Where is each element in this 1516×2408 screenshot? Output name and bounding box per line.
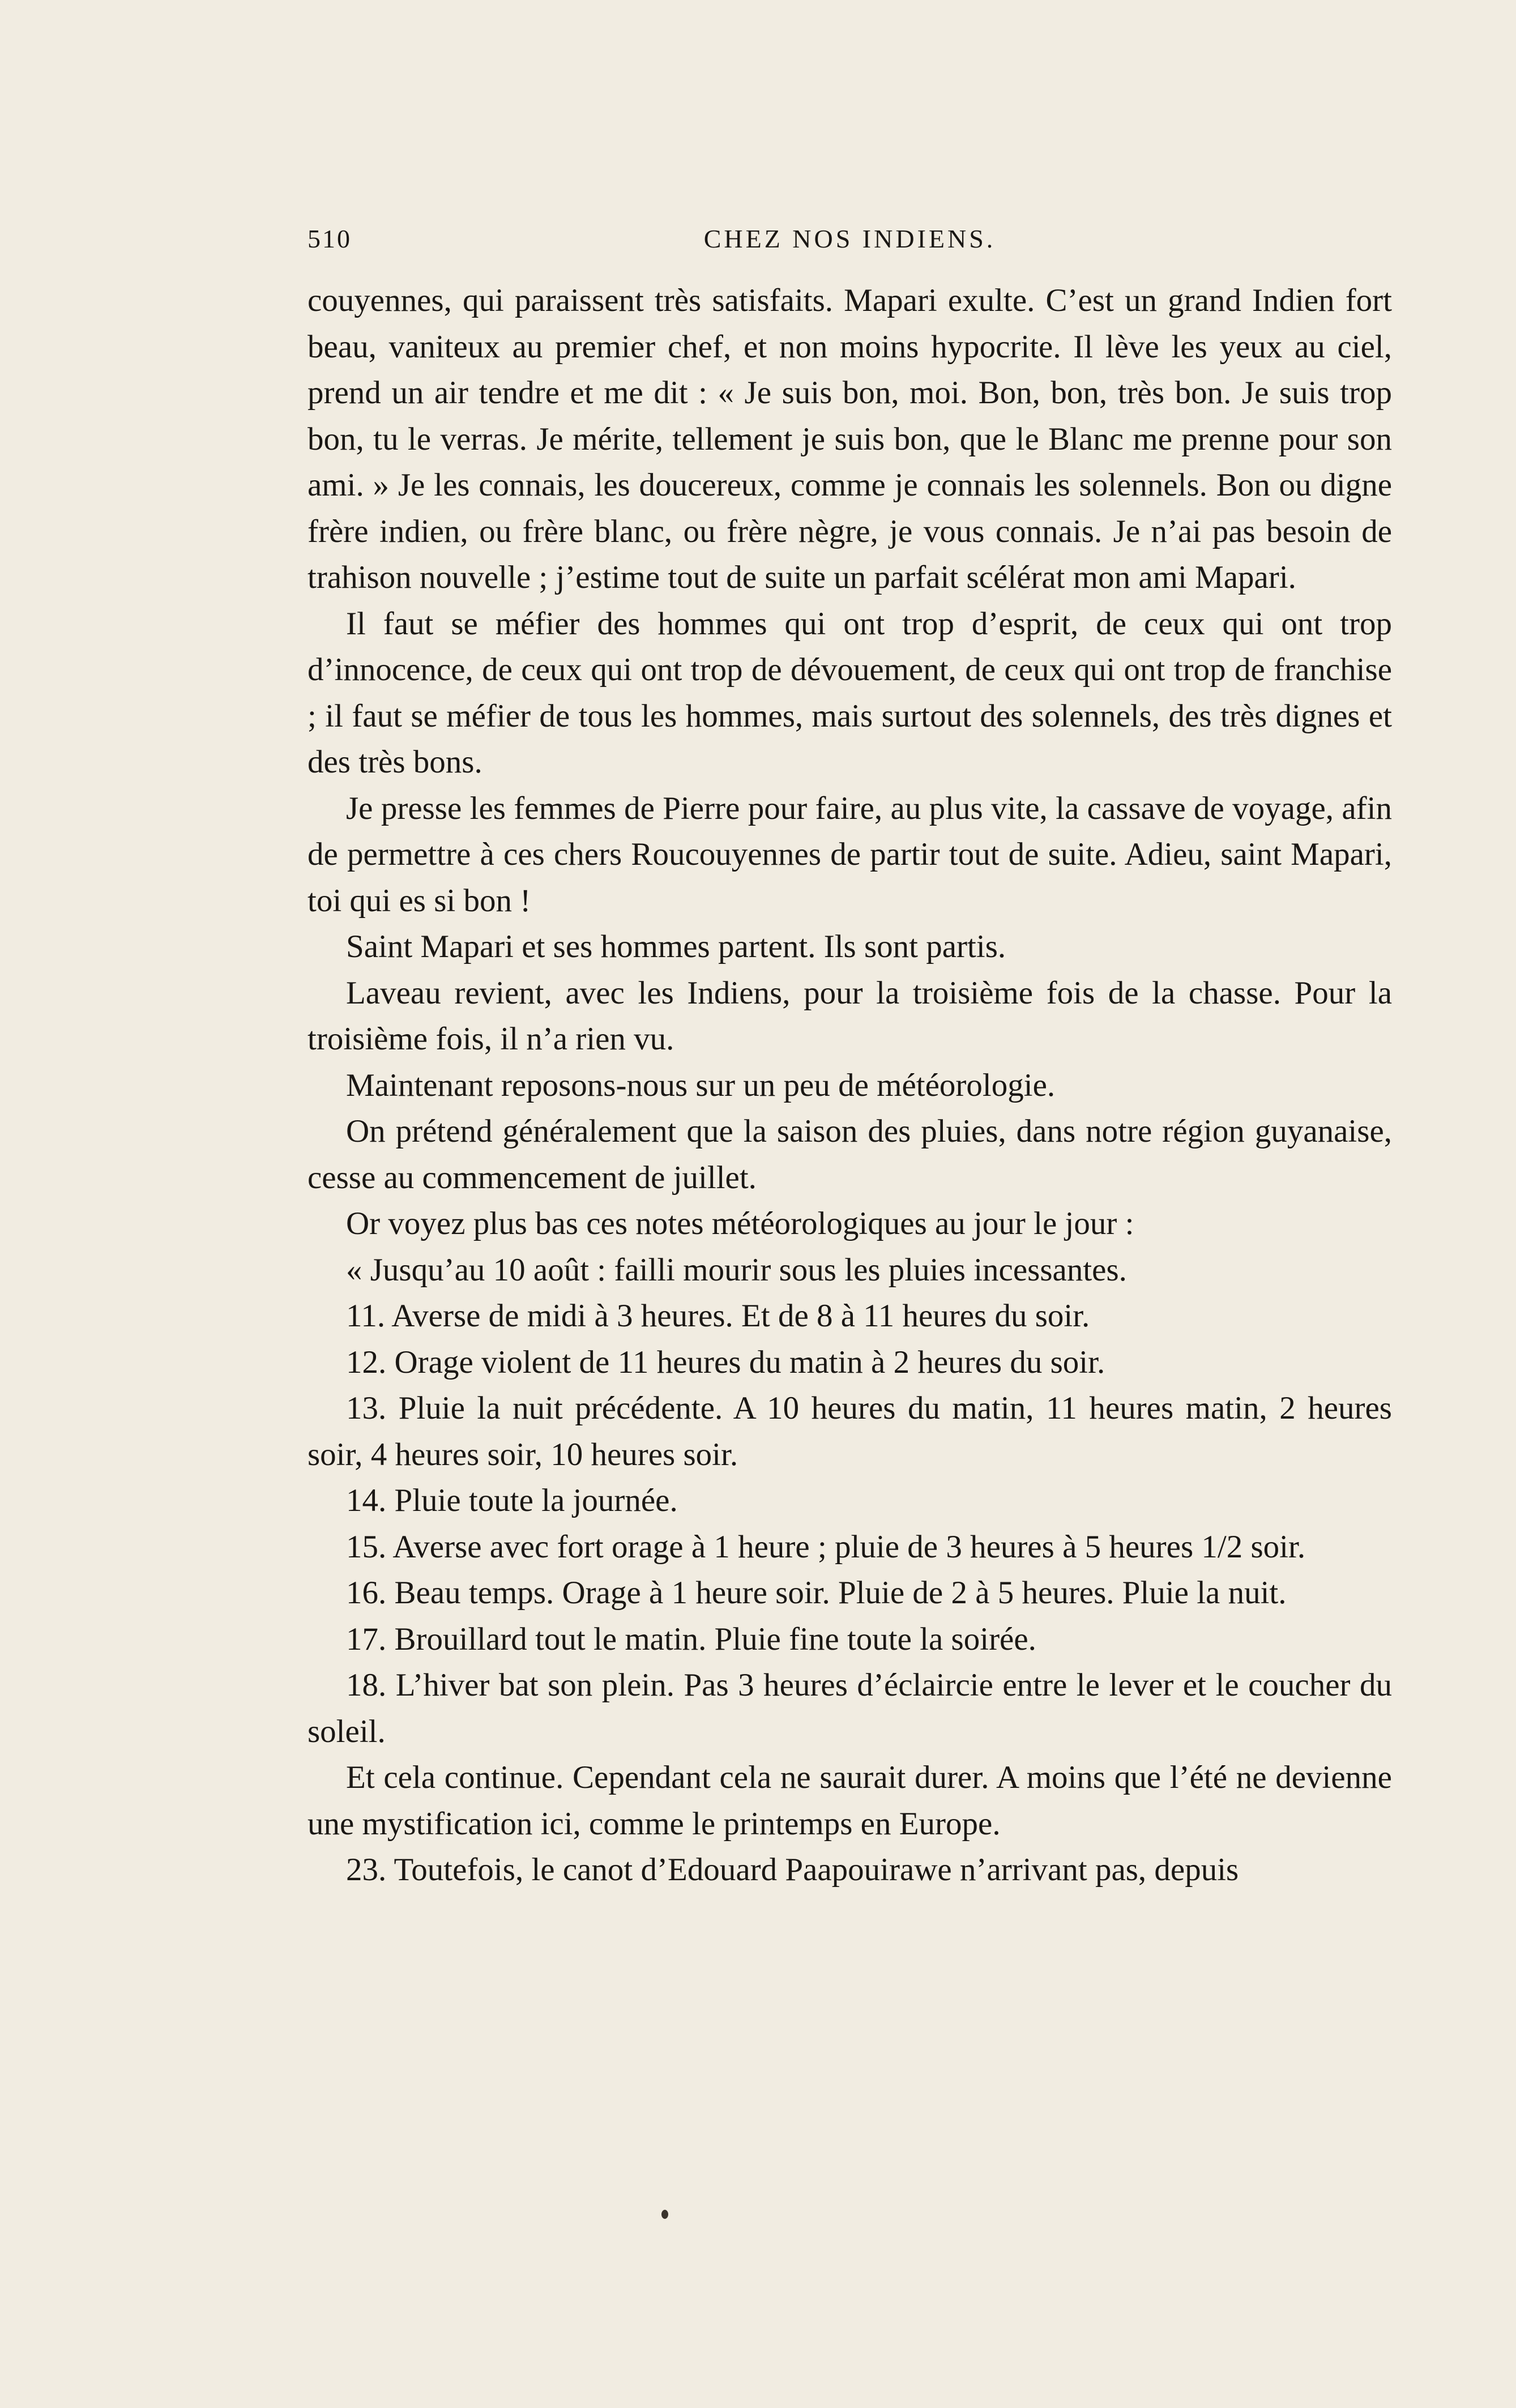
running-title: CHEZ NOS INDIENS.	[703, 224, 996, 253]
diary-entry: 16. Beau temps. Orage à 1 heure soir. Pluie de 2 à 5 heures. Pluie la nuit.	[346, 1575, 1287, 1611]
diary-entry: 17. Brouillard tout le matin. Pluie fine toute la soirée.	[346, 1621, 1036, 1657]
body-text	[308, 277, 1392, 1893]
diary-entry: 18. L’hiver bat son plein. Pas 3 heures d’éclaircie entre le lever et le coucher du soleil.	[308, 1667, 1392, 1749]
diary-entry: 13. Pluie la nuit précédente. A 10 heures du matin, 11 heures matin, 2 heures soir, 4 heures soir, 10 heures soir.	[308, 1390, 1392, 1472]
paragraph: Maintenant reposons-nous sur un peu de météorologie.	[346, 1067, 1056, 1103]
diary-entry: 23. Toutefois, le canot d’Edouard Paapouirawe n’arrivant pas, depuis	[346, 1852, 1239, 1888]
diary-entry: 14. Pluie toute la journée.	[346, 1483, 678, 1518]
paragraph: Il faut se méfier des hommes qui ont trop d’esprit, de ceux qui ont trop d’innocence, de ceux qui ont trop de dévouement, de ceux qui ont trop de franchise ; il faut se méfier de tous les hommes, mais surtout des solennels, des très dignes et des très bons.	[308, 605, 1392, 780]
diary-entry: 15. Averse avec fort orage à 1 heure ; pluie de 3 heures à 5 heures 1/2 soir.	[346, 1529, 1306, 1565]
diary-entry: « Jusqu’au 10 août : failli mourir sous les pluies incessantes.	[346, 1252, 1127, 1288]
diary-entry: 11. Averse de midi à 3 heures. Et de 8 à 11 heures du soir.	[346, 1298, 1090, 1334]
paragraph: Laveau revient, avec les Indiens, pour la troisième fois de la chasse. Pour la troisième fois, il n’a rien vu.	[308, 975, 1392, 1057]
paragraph: On prétend généralement que la saison des pluies, dans notre région guyanaise, cesse au commencement de juillet.	[308, 1113, 1392, 1196]
ink-speck	[661, 2210, 668, 2219]
page-header	[308, 224, 1392, 263]
paragraph: Et cela continue. Cependant cela ne saurait durer. A moins que l’été ne devienne une mystification ici, comme le printemps en Europe.	[308, 1760, 1392, 1842]
page-number: 510	[308, 224, 352, 253]
paragraph: Je presse les femmes de Pierre pour faire, au plus vite, la cassave de voyage, afin de permettre à ces chers Roucouyennes de partir tout de suite. Adieu, saint Mapari, toi qui es si bon !	[308, 790, 1392, 919]
paragraph: Or voyez plus bas ces notes météorologiques au jour le jour :	[346, 1206, 1134, 1241]
diary-entry: 12. Orage violent de 11 heures du matin à 2 heures du soir.	[346, 1344, 1105, 1380]
paragraph: couyennes, qui paraissent très satisfaits. Mapari exulte. C’est un grand Indien fort beau, vaniteux au premier chef, et non moins hypocrite. Il lève les yeux au ciel, prend un air tendre et me dit : « Je suis bon, moi. Bon, bon, très bon. Je suis trop bon, tu le verras. Je mérite, tellement je suis bon, que le Blanc me prenne pour son ami. » Je les connais, les doucereux, comme je connais les solennels. Bon ou digne frère indien, ou frère blanc, ou frère nègre, je vous connais. Je n’ai pas besoin de trahison nouvelle ; j’estime tout de suite un parfait scélérat mon ami Mapari.	[308, 283, 1392, 595]
paragraph: Saint Mapari et ses hommes partent. Ils sont partis.	[346, 929, 1006, 964]
